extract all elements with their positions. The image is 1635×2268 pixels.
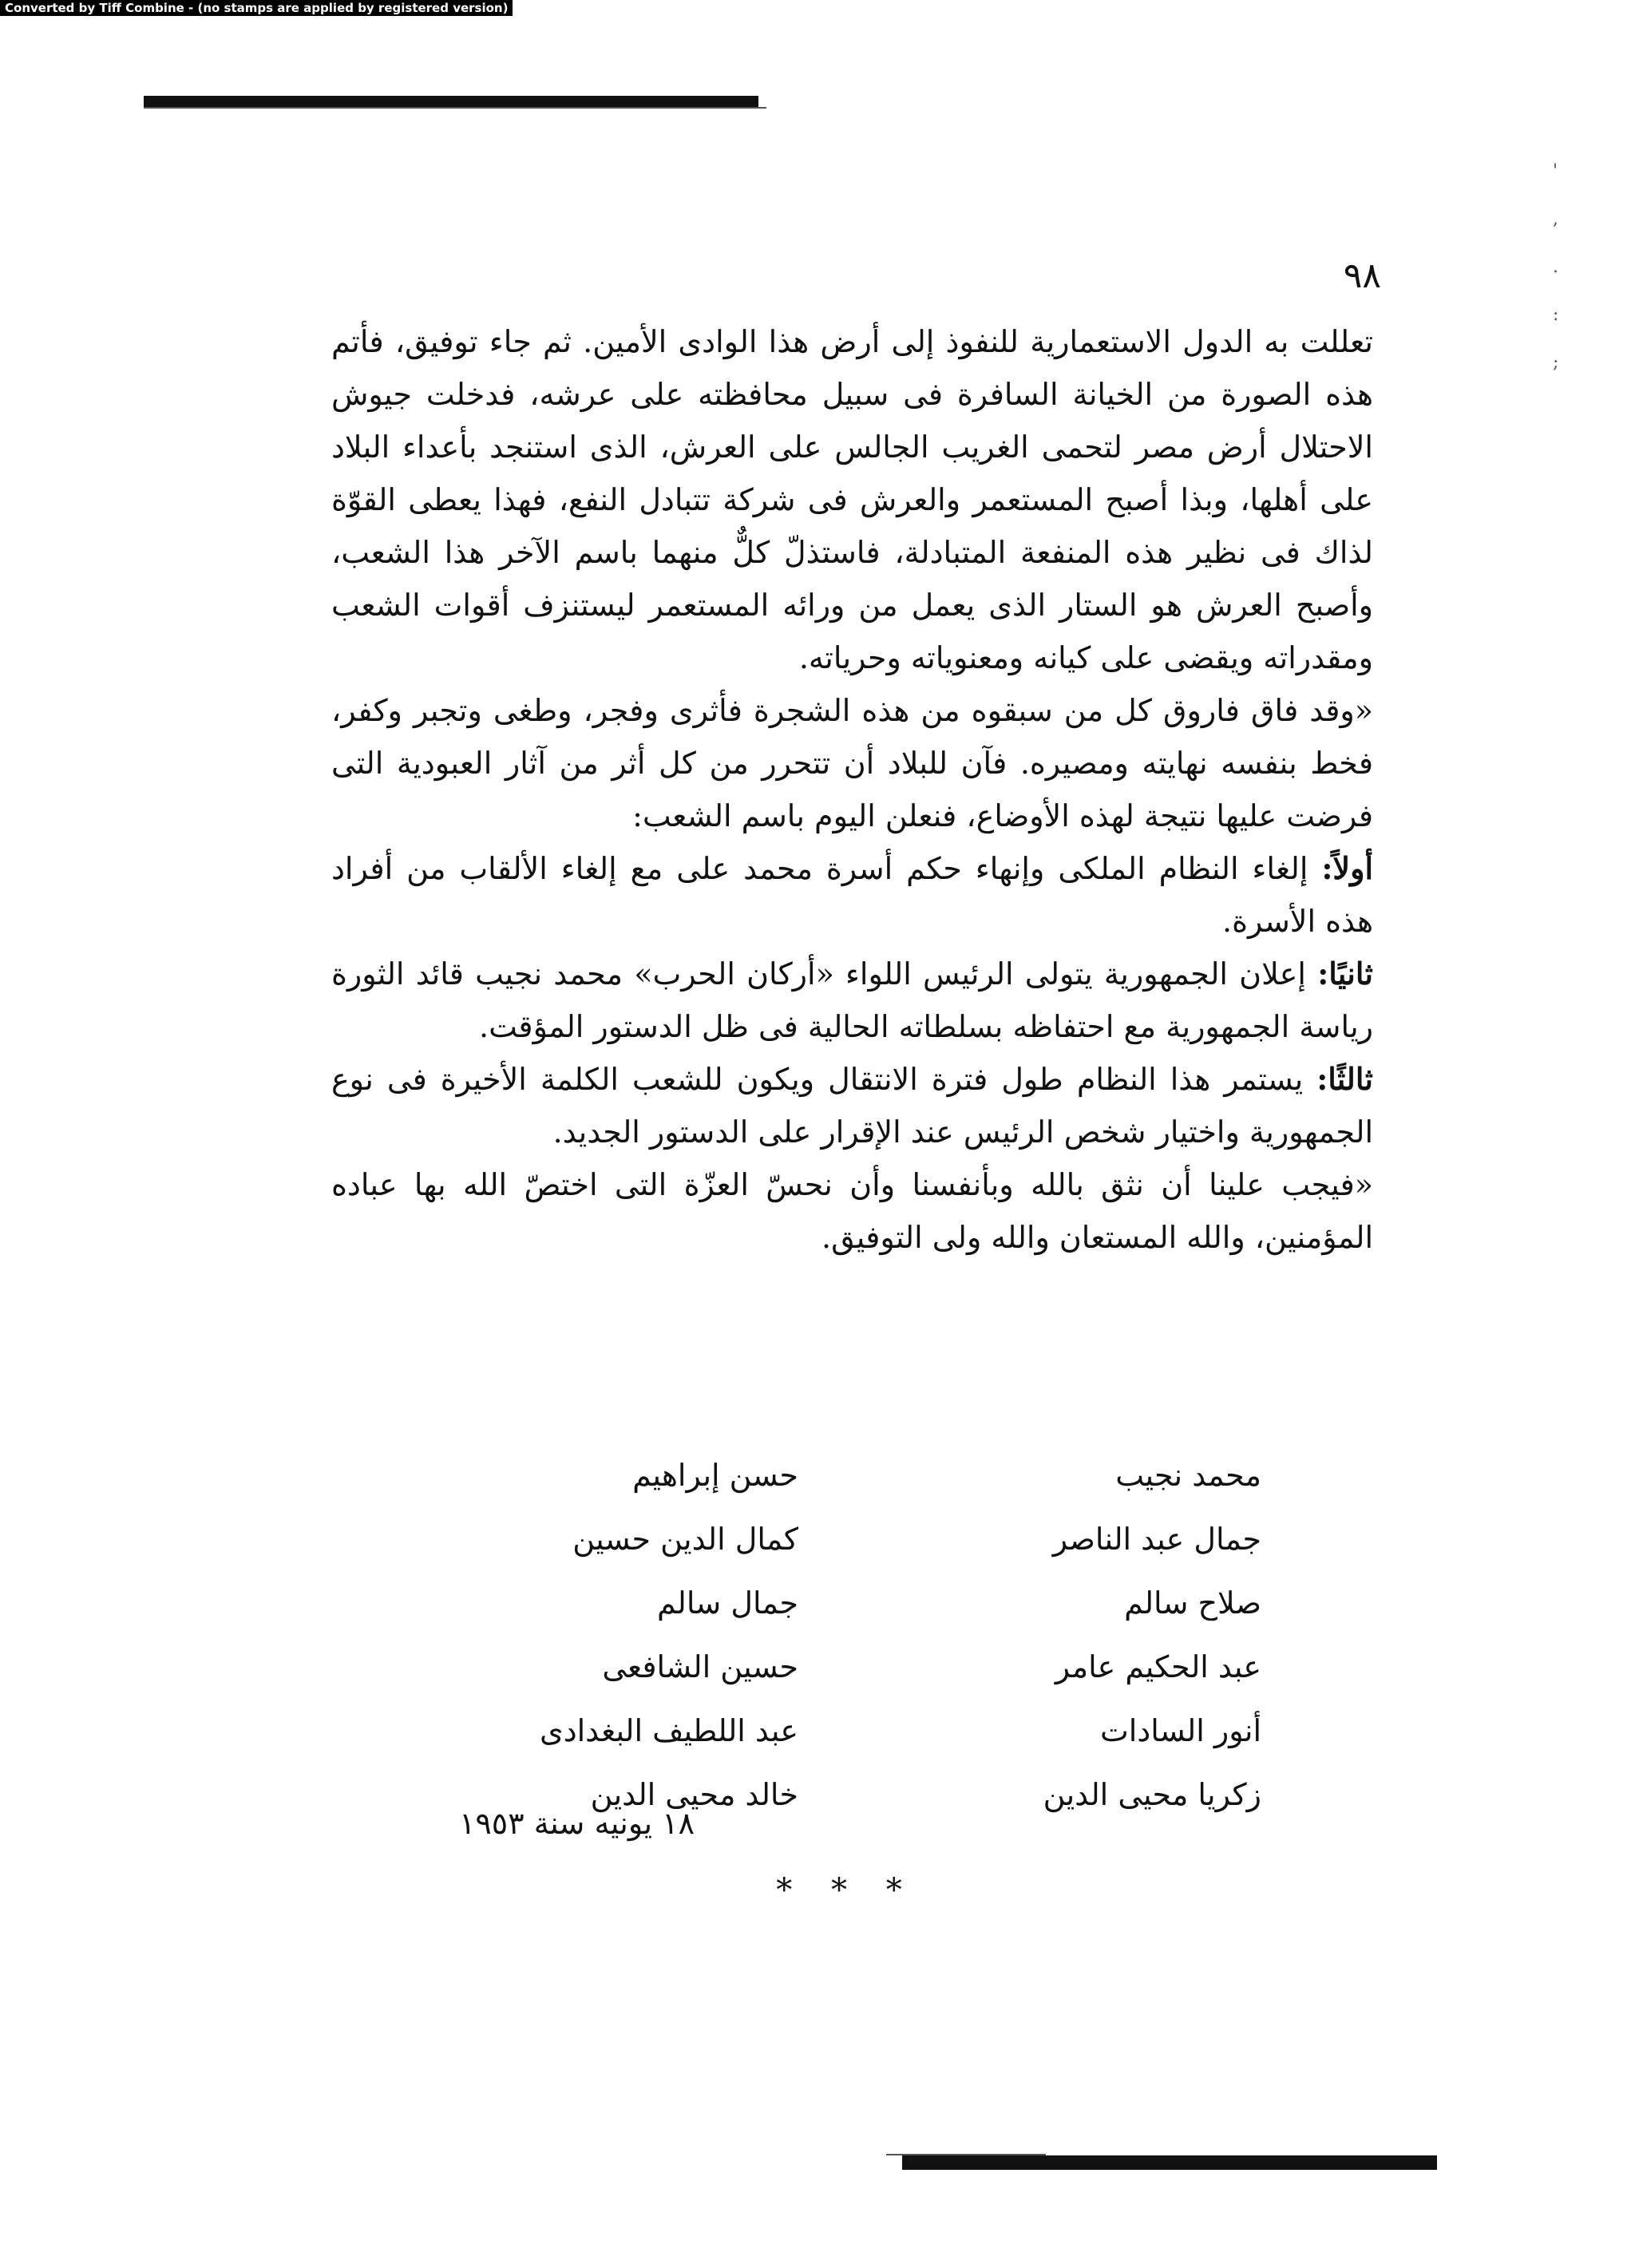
- signatures: [383, 1443, 1261, 1827]
- converter-banner: Converted by Tiff Combine - (no stamps are applied by registered version): [0, 0, 513, 16]
- signature-row: [383, 1507, 1261, 1571]
- paragraph: [331, 948, 1373, 1053]
- signature-row: [383, 1443, 1261, 1507]
- margin-marks: ' , . : ;: [1553, 161, 1559, 373]
- paragraph-lead: ثالثًا:: [1316, 1061, 1373, 1097]
- paragraph: [331, 315, 1373, 684]
- signature-name: عبد اللطيف البغدادى: [539, 1713, 798, 1748]
- paragraph-text: «وقد فاق فاروق كل من سبقوه من هذه الشجرة فأثرى وفجر، وطغى وتجبر وكفر، فخط بنفسه نهايته ومصيره. فآن للبلاد أن تتحرر من كل أثر من آثار العبودية التى فرضت عليها نتيجة لهذه الأوضاع، فنعلن اليوم باسم الشعب:: [331, 693, 1373, 833]
- signature-name: جمال سالم: [656, 1585, 798, 1621]
- paragraph: [331, 684, 1373, 842]
- signature-name: حسن إبراهيم: [632, 1458, 798, 1493]
- paragraph: [331, 1053, 1373, 1158]
- signature-row: [383, 1699, 1261, 1763]
- paragraph-lead: ثانيًا:: [1317, 956, 1373, 992]
- paragraph-text: إعلان الجمهورية يتولى الرئيس اللواء «أركان الحرب» محمد نجيب قائد الثورة رياسة الجمهورية مع احتفاظه بسلطاته الحالية فى ظل الدستور المؤقت.: [331, 956, 1373, 1044]
- signature-row: [383, 1635, 1261, 1699]
- paragraph-text: إلغاء النظام الملكى وإنهاء حكم أسرة محمد على مع إلغاء الألقاب من أفراد هذه الأسرة.: [331, 851, 1373, 939]
- signature-name: كمال الدين حسين: [572, 1522, 798, 1557]
- signature-name: خالد محيى الدين: [590, 1777, 798, 1812]
- body-text: [331, 315, 1373, 1264]
- top-rule-thin: [144, 107, 766, 109]
- signature-name: محمد نجيب: [1115, 1458, 1261, 1493]
- paragraph: [331, 842, 1373, 948]
- section-ornament: * * *: [776, 1872, 916, 1909]
- document-date: ١٨ يونيه سنة ١٩٥٣: [458, 1806, 695, 1841]
- signature-row: [383, 1571, 1261, 1635]
- paragraph-text: تعللت به الدول الاستعمارية للنفوذ إلى أرض هذا الوادى الأمين. ثم جاء توفيق، فأتم هذه الصورة من الخيانة السافرة فى سبيل محافظته على عرشه، فدخلت جيوش الاحتلال أرض مصر لتحمى الغريب الجالس على العرش، الذى استنجد بأعداء البلاد على أهلها، وبذا أصبح المستعمر والعرش فى شركة تتبادل النفع، فهذا يعطى القوّة لذاك فى نظير هذه المنفعة المتبادلة، فاستذلّ كلٌّ منهما باسم الآخر هذا الشعب، وأصبح العرش هو الستار الذى يعمل من ورائه المستعمر ليستنزف أقوات الشعب ومقدراته ويقضى على كيانه ومعنوياته وحرياته.: [331, 324, 1373, 675]
- paragraph: [331, 1158, 1373, 1264]
- bottom-rule: [902, 2155, 1437, 2170]
- paragraph-lead: أولاً:: [1321, 850, 1373, 886]
- signature-name: حسين الشافعى: [602, 1649, 798, 1684]
- page-number: ٩٨: [1343, 255, 1381, 296]
- signature-name: زكريا محيى الدين: [1043, 1777, 1261, 1812]
- signature-name: جمال عبد الناصر: [1052, 1522, 1261, 1557]
- signature-name: أنور السادات: [1099, 1713, 1261, 1748]
- paragraph-text: يستمر هذا النظام طول فترة الانتقال ويكون للشعب الكلمة الأخيرة فى نوع الجمهورية واختيار شخص الرئيس عند الإقرار على الدستور الجديد.: [331, 1062, 1373, 1150]
- signature-name: صلاح سالم: [1124, 1585, 1261, 1621]
- signature-name: عبد الحكيم عامر: [1055, 1649, 1261, 1684]
- paragraph-text: «فيجب علينا أن نثق بالله وبأنفسنا وأن نحسّ العزّة التى اختصّ الله بها عباده المؤمنين، والله المستعان والله ولى التوفيق.: [331, 1167, 1373, 1255]
